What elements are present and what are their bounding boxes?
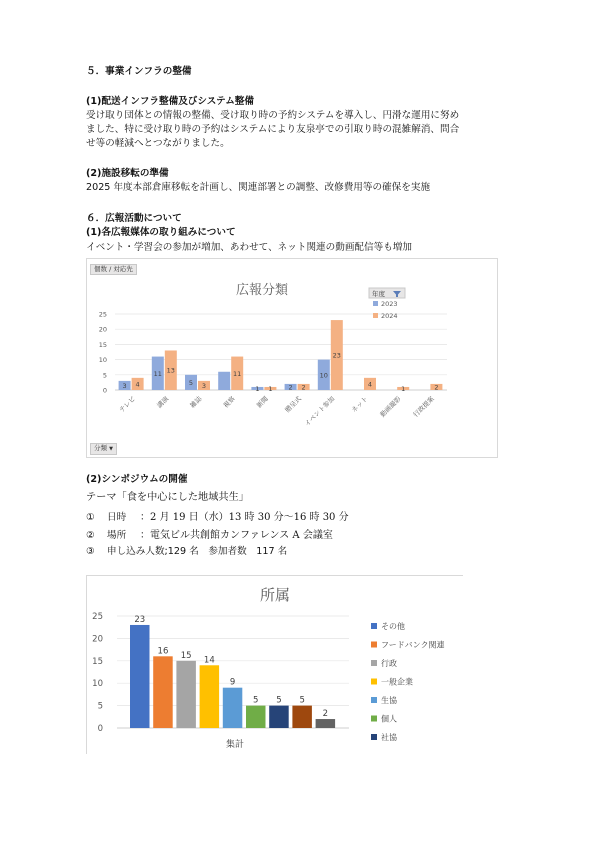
legend-swatch [371,623,377,629]
bar [246,706,266,728]
legend-swatch [371,716,377,722]
section5-sub1-line1: 受け取り団体との情報の整備、受け取り時の予約システムを導入し、円滑な運用に努め [86,110,460,121]
item-mark-3: ③ [86,546,95,557]
section5-sub1-line3: せ等の軽減へとつながりました。 [86,138,230,149]
bar [292,706,312,728]
section5-heading: ５．事業インフラの整備 [86,66,192,77]
bar [176,661,196,728]
bar-2023 [218,372,230,390]
x-tick-label: イベント参加 [302,394,337,428]
data-label: 2 [288,383,293,392]
symposium-theme: テーマ「食を中心にした地域共生」 [86,492,249,503]
data-label: 23 [332,351,341,360]
data-label: 10 [319,371,328,380]
section6-sub1-line1: イベント・学習会の参加が増加、あわせて、ネット関連の動画配信等も増加 [86,242,412,253]
data-label: 1 [268,384,273,393]
media-category-chart [86,258,498,458]
chart-title: 広報分類 [235,283,289,298]
legend-label: その他 [381,622,405,631]
category-filter-button[interactable] [90,443,117,455]
data-label: 1 [255,384,260,393]
legend-swatch [371,697,377,703]
y-tick-label: 20 [98,325,107,334]
section6-heading: ６．広報活動について [86,213,182,224]
affiliation-chart [86,575,463,754]
data-label: 5 [299,695,305,706]
x-tick-label: 講演 [155,394,171,410]
y-tick-label: 10 [98,356,107,365]
data-label: 5 [188,378,194,387]
data-label: 13 [166,366,175,375]
data-label: 5 [276,695,282,706]
data-label: 23 [134,614,146,625]
legend-label: フードバンク関連 [381,640,445,650]
y-tick-label: 15 [98,340,107,349]
x-tick-label: 動画撮影 [378,394,403,419]
legend-label: 生協 [381,696,397,705]
data-label: 1 [401,384,406,393]
item-label-1: 日時 [107,512,127,523]
media-category-svg [87,259,497,457]
x-tick-label: 贈呈式 [283,394,304,415]
y-tick-label: 10 [92,679,103,690]
data-label: 11 [153,369,162,378]
data-label: 2 [322,709,329,720]
item-mark-1: ① [86,512,95,523]
y-tick-label: 5 [102,371,107,380]
item-value-1: ：2 月 19 日（水）13 時 30 分～16 時 30 分 [140,512,349,523]
x-tick-label: 行政提案 [411,394,436,419]
bar [200,665,220,728]
data-label: 16 [157,646,169,657]
data-label: 11 [233,369,242,378]
x-axis-category: 集計 [225,740,245,750]
legend-swatch [373,313,378,318]
x-tick-label: 雑誌 [188,394,204,410]
data-label: 14 [203,655,215,666]
chevron-down-icon: ▼ [109,446,113,452]
data-label: 3 [122,381,127,390]
data-label: 2 [434,383,439,392]
legend-swatch [371,660,377,666]
section6-sub1-title: (1)各広報媒体の取り組みについて [86,227,236,238]
legend-label: 2024 [381,312,398,320]
legend-swatch [371,642,377,648]
legend-label: 行政 [381,659,397,668]
data-label: 3 [201,381,207,390]
bar [316,719,336,728]
x-tick-label: 新聞 [254,394,270,410]
category-filter-label: 分類 [94,444,107,452]
data-label: 9 [229,677,236,688]
data-label: 5 [253,695,259,706]
y-tick-label: 0 [102,386,107,395]
x-tick-label: ネット [349,394,370,415]
legend-swatch [371,734,377,740]
y-tick-label: 25 [92,612,103,622]
x-tick-label: テレビ [117,394,138,415]
section6-sub2-title: (2)シンポジウムの開催 [86,474,188,485]
y-tick-label: 20 [92,634,103,645]
item-label-3: 申し込み人数;129 名 参加者数 117 名 [107,546,288,557]
item-label-2: 場所 [107,530,127,541]
legend-swatch [371,679,377,685]
data-label: 15 [180,650,192,661]
y-tick-label: 25 [98,310,107,319]
bar [269,706,289,728]
pivot-field-tag[interactable]: 個数 / 対応先 [90,264,137,275]
section5-sub2-title: (2)施設移転の準備 [86,168,169,179]
data-label: 4 [135,380,140,389]
chart-title: 所属 [259,586,291,604]
y-tick-label: 15 [92,656,103,667]
affiliation-svg [87,576,463,754]
bar [130,625,150,728]
bar [223,688,243,728]
legend-label: 社協 [381,733,397,742]
legend-title: 年度 [372,290,385,298]
x-tick-label: 視察 [221,394,237,410]
y-tick-label: 5 [97,701,103,712]
legend-label: 個人 [381,714,397,724]
data-label: 4 [367,380,373,389]
legend-label: 一般企業 [381,677,413,687]
section5-sub1-title: (1)配送インフラ整備及びシステム整備 [86,96,254,107]
bar [153,656,173,728]
legend-label: 2023 [381,300,398,308]
data-label: 2 [301,383,306,392]
section5-sub1-line2: ました、特に受け取り時の予約はシステムにより友泉亭での引取り時の混雑解消、問合 [86,124,460,135]
item-mark-2: ② [86,530,95,541]
legend-swatch [373,301,378,306]
y-tick-label: 0 [97,724,103,734]
item-value-2: ：電気ビル共創館カンファレンス A 会議室 [140,530,333,541]
section5-sub2-line1: 2025 年度本部倉庫移転を計画し、関連部署との調整、改修費用等の確保を実施 [86,182,431,193]
